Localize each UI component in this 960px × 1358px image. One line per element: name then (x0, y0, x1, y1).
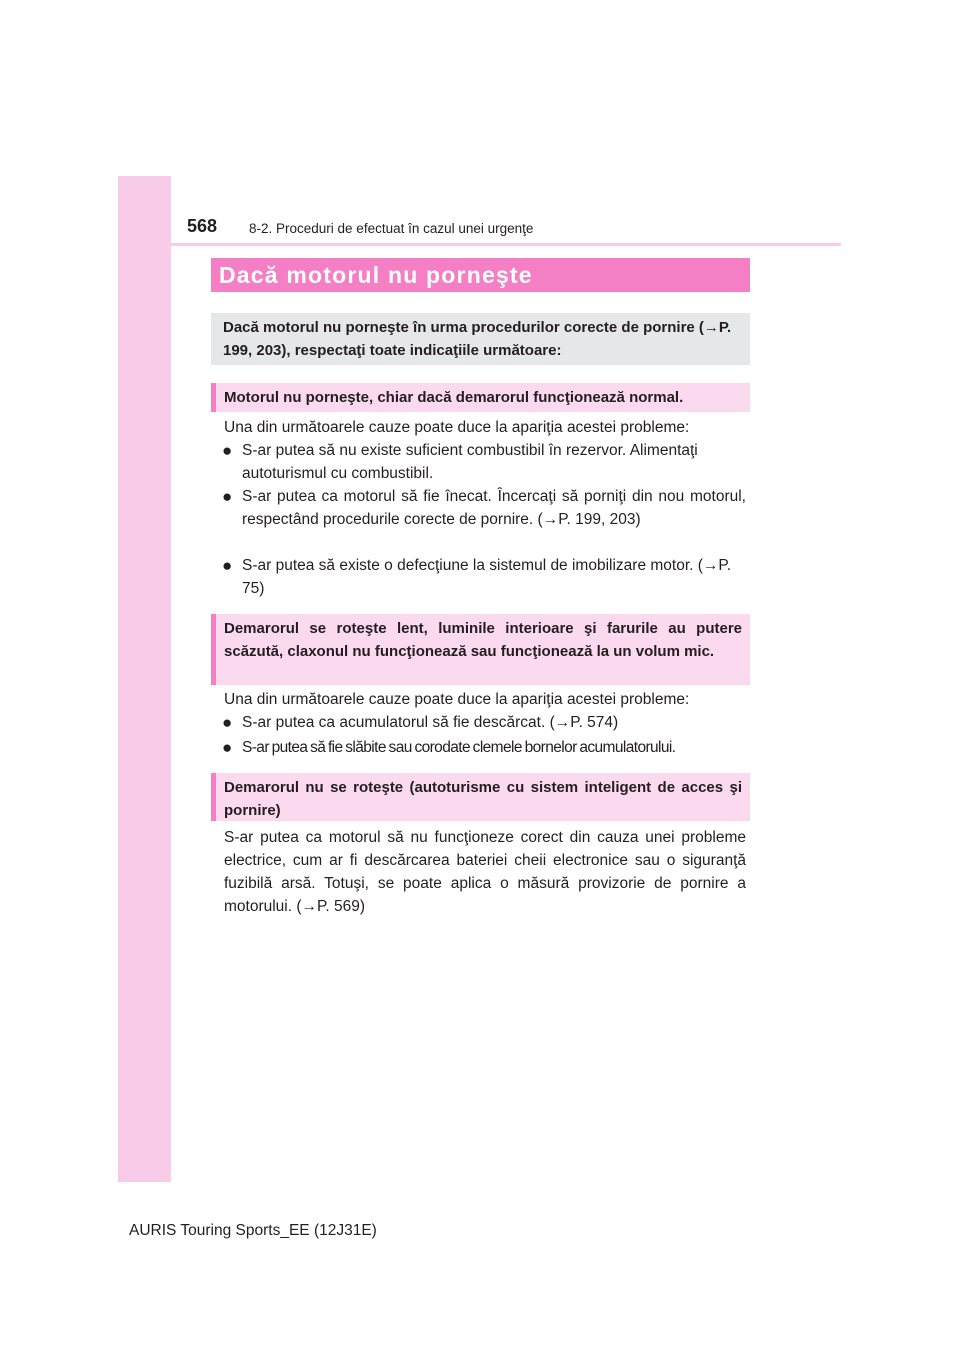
section-heading-1: Motorul nu porneşte, chiar dacă demarorul funcţionează normal. (211, 383, 750, 412)
intro-note: Dacă motorul nu porneşte în urma procedurilor corecte de pornire (→P. 199, 203), respectaţi toate indicaţiile următoare: (211, 313, 750, 365)
section-title: 8-2. Proceduri de efectuat în cazul unei urgenţe (249, 221, 534, 236)
section-1-bullet-1: S-ar putea să nu existe suficient combustibil în rezervor. Alimentaţi autoturismul cu combustibil. (242, 442, 698, 482)
section-2-lead: Una din următoarele cauze poate duce la apariţia acestei probleme: (224, 691, 690, 708)
page-title: Dacă motorul nu porneşte (211, 258, 750, 292)
bullet-icon: ● (222, 713, 233, 732)
section-heading-3: Demarorul nu se roteşte (autoturisme cu sistem inteligent de acces şi pornire) (211, 773, 750, 821)
section-heading-2: Demarorul se roteşte lent, luminile interioare şi farurile au putere scăzută, claxonul nu funcţionează sau funcţionează la un volum mic. (211, 614, 750, 685)
section-1-bullet-2: S-ar putea ca motorul să fie înecat. Încercaţi să porniţi din nou motorul, respectând procedurile corecte de pornire. (→P. 199, 203) (242, 488, 746, 528)
section-1-lead: Una din următoarele cauze poate duce la apariţia acestei probleme: (224, 419, 690, 436)
section-1-bullet-3: S-ar putea să existe o defecţiune la sistemul de imobilizare motor. (→P. 75) (242, 557, 732, 597)
bullet-icon: ● (222, 487, 233, 506)
section-2-bullet-2: S-ar putea să fie slăbite sau corodate clemele bornelor acumulatorului. (242, 739, 676, 756)
section-2-bullet-1: S-ar putea ca acumulatorul să fie descărcat. (→P. 574) (242, 714, 619, 731)
header-divider (171, 243, 841, 246)
bullet-icon: ● (222, 441, 233, 460)
bullet-icon: ● (222, 556, 233, 575)
side-tab-strip (118, 176, 171, 1182)
section-3-paragraph: S-ar putea ca motorul să nu funcţioneze corect din cauza unei probleme electrice, cum ar fi descărcarea bateriei cheii electronice sau o siguranţă fuzibilă arsă. Totuşi, se poate aplica o măsură provizorie de pornire a motorului. (→P. 569) (224, 829, 746, 915)
bullet-icon: ● (222, 738, 233, 757)
page-number: 568 (187, 216, 218, 236)
footer-model-label: AURIS Touring Sports_EE (12J31E) (129, 1222, 377, 1239)
